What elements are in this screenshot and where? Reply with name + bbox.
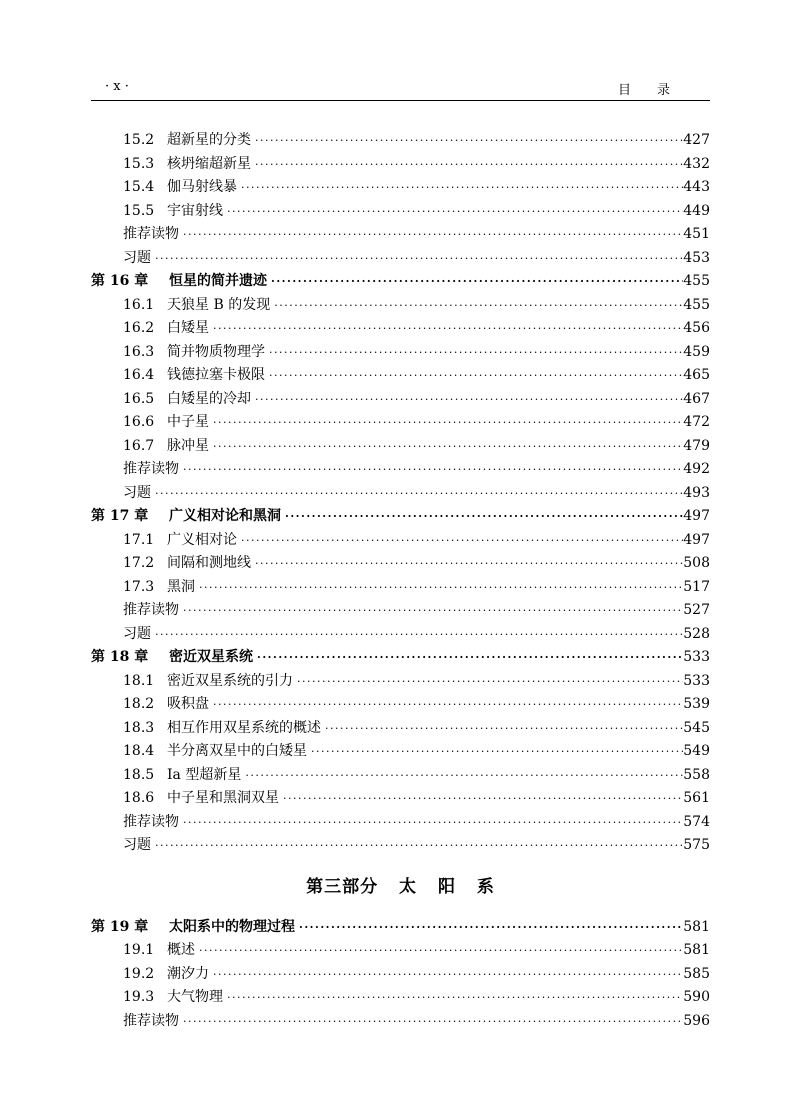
- toc-page-number: 581: [683, 918, 710, 935]
- toc-entry-title: 宇宙射线: [167, 202, 223, 219]
- toc-leader-dots: [272, 299, 683, 312]
- toc-page-number: 533: [683, 649, 710, 665]
- toc-leader-dots: [211, 322, 683, 335]
- toc-page-number: 443: [683, 179, 710, 195]
- toc-leader-dots: [153, 487, 683, 500]
- toc-entry-title: 间隔和测地线: [167, 555, 251, 571]
- toc-page-number: 497: [683, 508, 710, 524]
- toc-entry-row[interactable]: [91, 364, 710, 388]
- toc-leader-dots: [181, 228, 683, 241]
- toc-leader-dots: [211, 440, 683, 453]
- toc-entry-row[interactable]: [91, 576, 710, 600]
- toc-leader-dots: [153, 252, 683, 265]
- toc-entry-title: 白矮星的冷却: [167, 390, 251, 407]
- toc-chapter-row[interactable]: [91, 505, 710, 529]
- toc-entry-title: 习题: [123, 837, 151, 853]
- part-word-1: 太: [399, 876, 418, 897]
- toc-leader-dots: [255, 651, 683, 664]
- toc-page-number: 574: [683, 813, 710, 830]
- toc-page-number: 528: [683, 625, 710, 642]
- toc-leader-dots: [153, 839, 683, 852]
- toc-entry-number: 17.2: [123, 555, 155, 571]
- toc-entry-number: 19.3: [123, 989, 155, 1005]
- toc-entry-title: 恒星的简并遗迹: [169, 273, 267, 289]
- toc-leader-dots: [323, 722, 683, 735]
- toc-leader-dots: [181, 604, 683, 617]
- toc-entry-title: 中子星: [167, 414, 209, 430]
- toc-page-number: 549: [683, 743, 710, 759]
- toc-entry-title: 简并物质物理学: [167, 343, 265, 360]
- toc-entry-row[interactable]: [91, 693, 710, 717]
- toc-page-number: 590: [683, 989, 710, 1005]
- toc-entry-title: 习题: [123, 249, 151, 266]
- toc-page-number: 455: [683, 296, 710, 313]
- toc-leader-dots: [253, 134, 683, 147]
- toc-leader-dots: [181, 816, 683, 829]
- toc-entry-title: 大气物理: [167, 989, 223, 1005]
- toc-entry-number: 第 16 章: [91, 273, 149, 289]
- toc-leader-dots: [283, 510, 683, 523]
- toc-leader-dots: [281, 792, 683, 805]
- toc-entry-row[interactable]: [91, 623, 710, 647]
- part-word-2: 阳: [437, 876, 456, 897]
- toc-page-number: 575: [683, 837, 710, 853]
- toc-page-number: 581: [683, 942, 710, 958]
- toc-entry-number: 16.4: [123, 367, 155, 383]
- toc-page-number: 539: [683, 696, 710, 712]
- toc-entry-row[interactable]: [91, 341, 710, 365]
- toc-page-number: 456: [683, 320, 710, 336]
- toc-entry-row[interactable]: [91, 811, 710, 835]
- toc-entry-row[interactable]: [91, 552, 710, 576]
- toc-entry-row[interactable]: [91, 764, 710, 788]
- toc-leader-dots: [197, 581, 683, 594]
- toc-entry-row[interactable]: [91, 129, 710, 153]
- toc-page-number: 517: [683, 578, 710, 595]
- toc-leader-dots: [239, 534, 683, 547]
- toc-entry-number: 第 19 章: [91, 918, 149, 935]
- toc-entry-title: 推荐读物: [123, 226, 179, 242]
- toc-entry-number: 18.4: [123, 743, 155, 759]
- toc-leader-dots: [267, 346, 683, 359]
- toc-entry-title: 推荐读物: [123, 461, 179, 477]
- running-title: 目录: [617, 83, 696, 98]
- toc-entry-row[interactable]: [91, 294, 710, 318]
- toc-page-number: 492: [683, 461, 710, 477]
- toc-entry-row[interactable]: [91, 223, 710, 247]
- toc-entry-title: 白矮星: [167, 320, 209, 336]
- toc-leader-dots: [243, 769, 683, 782]
- toc-page-number: 467: [683, 390, 710, 407]
- toc-entry-row[interactable]: [91, 963, 710, 987]
- toc-entry-number: 18.6: [123, 790, 155, 806]
- toc-leader-dots: [309, 745, 683, 758]
- toc-page-number: 432: [683, 155, 710, 172]
- toc-leader-dots: [181, 463, 683, 476]
- toc-page-number: 449: [683, 202, 710, 219]
- toc-chapter-row[interactable]: [91, 916, 710, 940]
- toc-entry-number: 16.3: [123, 343, 155, 360]
- toc-leader-dots: [239, 181, 683, 194]
- toc-entry-title: 超新星的分类: [167, 132, 251, 148]
- toc-page-number: 533: [683, 672, 710, 689]
- toc-entry-number: 第 18 章: [91, 649, 149, 665]
- toc-entry-number: 16.2: [123, 320, 155, 336]
- toc-entry-title: 相互作用双星系统的概述: [167, 719, 321, 736]
- running-header: [91, 79, 710, 99]
- toc-entry-row[interactable]: [91, 153, 710, 177]
- toc-entry-number: 17.3: [123, 578, 155, 595]
- toc-entry-row[interactable]: [91, 787, 710, 811]
- toc-leader-dots: [211, 698, 683, 711]
- toc-entry-number: 16.7: [123, 437, 155, 454]
- toc-entry-title: Ia 型超新星: [167, 766, 242, 783]
- toc-leader-dots: [253, 158, 683, 171]
- toc-entry-title: 潮汐力: [167, 965, 209, 982]
- toc-entry-title: 密近双星系统: [169, 649, 253, 665]
- toc-leader-dots: [181, 1015, 683, 1028]
- toc-entry-title: 广义相对论: [167, 531, 237, 548]
- toc-entry-row[interactable]: [91, 529, 710, 553]
- toc-entry-row[interactable]: [91, 599, 710, 623]
- toc-entry-title: 钱德拉塞卡极限: [167, 367, 265, 383]
- toc-entry-row[interactable]: [91, 482, 710, 506]
- toc-entry-number: 第 17 章: [91, 508, 149, 524]
- toc-page-number: 472: [683, 414, 710, 430]
- toc-entry-title: 吸积盘: [167, 696, 209, 712]
- toc-entry-row[interactable]: [91, 247, 710, 271]
- toc-entry-number: 15.4: [123, 179, 155, 195]
- toc-entry-number: 18.1: [123, 672, 155, 689]
- page-number: · x ·: [105, 79, 129, 94]
- toc-entry-number: 17.1: [123, 531, 155, 548]
- part-heading: [91, 858, 710, 916]
- toc-leader-dots: [211, 416, 683, 429]
- toc-entry-row[interactable]: [91, 939, 710, 963]
- toc-page-number: 465: [683, 367, 710, 383]
- toc-entry-row[interactable]: [91, 411, 710, 435]
- toc-leader-dots: [253, 393, 683, 406]
- toc-leader-dots: [267, 369, 683, 382]
- toc-entry-title: 概述: [167, 942, 195, 958]
- toc-entry-number: 18.2: [123, 696, 155, 712]
- toc-page-number: 493: [683, 484, 710, 501]
- toc-entry-row[interactable]: [91, 1010, 710, 1034]
- toc-group-before-part: [91, 129, 710, 858]
- toc-page-number: 455: [683, 273, 710, 289]
- toc-leader-dots: [211, 968, 683, 981]
- toc-entry-number: 15.2: [123, 132, 155, 148]
- header-rule: [91, 100, 710, 101]
- toc-entry-title: 脉冲星: [167, 437, 209, 454]
- toc-entry-row[interactable]: [91, 670, 710, 694]
- toc-page-number: 585: [683, 965, 710, 982]
- toc-page-number: 527: [683, 602, 710, 618]
- toc-page-number: 459: [683, 343, 710, 360]
- toc-page-number: 545: [683, 719, 710, 736]
- toc-page-number: 561: [683, 790, 710, 806]
- toc-entry-title: 推荐读物: [123, 602, 179, 618]
- toc-entry-title: 黑洞: [167, 578, 195, 595]
- toc-entry-number: 16.5: [123, 390, 155, 407]
- toc-entry-row[interactable]: [91, 176, 710, 200]
- toc-entry-number: 19.1: [123, 942, 155, 958]
- toc-page-number: 508: [683, 555, 710, 571]
- table-of-contents: [91, 129, 710, 1033]
- toc-entry-row[interactable]: [91, 200, 710, 224]
- toc-leader-dots: [197, 944, 683, 957]
- toc-entry-row[interactable]: [91, 458, 710, 482]
- toc-leader-dots: [297, 921, 683, 934]
- toc-entry-title: 中子星和黑洞双星: [167, 790, 279, 806]
- toc-entry-row[interactable]: [91, 986, 710, 1010]
- toc-page-number: 427: [683, 132, 710, 148]
- toc-entry-number: 18.3: [123, 719, 155, 736]
- toc-page-number: 479: [683, 437, 710, 454]
- part-label: 第三部分: [306, 876, 379, 897]
- toc-entry-title: 半分离双星中的白矮星: [167, 743, 307, 759]
- toc-leader-dots: [295, 675, 683, 688]
- toc-entry-title: 太阳系中的物理过程: [169, 918, 295, 935]
- toc-page-number: 596: [683, 1012, 710, 1029]
- toc-entry-row[interactable]: [91, 435, 710, 459]
- toc-page-number: 453: [683, 249, 710, 266]
- toc-entry-number: 15.5: [123, 202, 155, 219]
- toc-entry-title: 核坍缩超新星: [167, 155, 251, 172]
- toc-entry-number: 16.6: [123, 414, 155, 430]
- toc-entry-title: 密近双星系统的引力: [167, 672, 293, 689]
- toc-entry-title: 伽马射线暴: [167, 179, 237, 195]
- toc-entry-row[interactable]: [91, 717, 710, 741]
- toc-chapter-row[interactable]: [91, 646, 710, 670]
- part-word-3: 系: [476, 876, 495, 897]
- toc-entry-row[interactable]: [91, 388, 710, 412]
- toc-page-number: 558: [683, 766, 710, 783]
- toc-entry-title: 广义相对论和黑洞: [169, 508, 281, 524]
- toc-entry-title: 推荐读物: [123, 1012, 179, 1029]
- toc-page-number: 451: [683, 226, 710, 242]
- toc-group-after-part: [91, 916, 710, 1034]
- toc-entry-row[interactable]: [91, 317, 710, 341]
- toc-leader-dots: [253, 557, 683, 570]
- toc-entry-number: 18.5: [123, 766, 155, 783]
- toc-page-number: 497: [683, 531, 710, 548]
- toc-entry-title: 习题: [123, 484, 151, 501]
- toc-entry-number: 19.2: [123, 965, 155, 982]
- toc-leader-dots: [225, 991, 683, 1004]
- toc-entry-row[interactable]: [91, 834, 710, 858]
- toc-chapter-row[interactable]: [91, 270, 710, 294]
- toc-entry-title: 天狼星 B 的发现: [167, 296, 271, 313]
- toc-leader-dots: [225, 205, 683, 218]
- toc-entry-title: 推荐读物: [123, 813, 179, 830]
- toc-entry-row[interactable]: [91, 740, 710, 764]
- toc-entry-number: 16.1: [123, 296, 155, 313]
- toc-leader-dots: [153, 628, 683, 641]
- toc-entry-number: 15.3: [123, 155, 155, 172]
- toc-entry-title: 习题: [123, 625, 151, 642]
- toc-leader-dots: [269, 275, 683, 288]
